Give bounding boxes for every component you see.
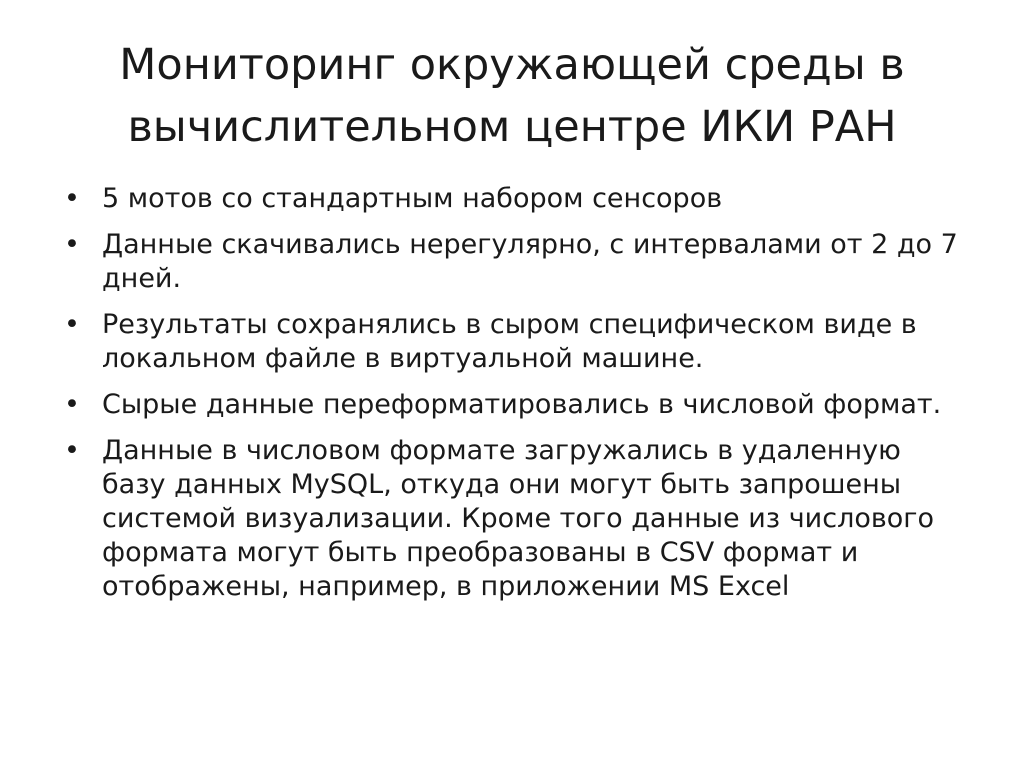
bullet-item [62,434,967,604]
bullet-text: Результаты сохранялись в сыром специфическом виде в локальном файле в виртуальной машине. [102,309,917,374]
bullet-item [62,388,967,422]
bullet-dot-icon: • [64,183,80,214]
bullet-dot-icon: • [64,389,80,420]
bullet-text: Данные скачивались нерегулярно, с интервалами от 2 до 7 дней. [102,229,958,294]
bullet-dot-icon: • [64,435,80,466]
bullet-text: Сырые данные переформатировались в числовой формат. [102,389,942,420]
bullet-dot-icon: • [64,309,80,340]
bullet-item [62,182,967,216]
bullet-text: Данные в числовом формате загружались в удаленную базу данных MySQL, откуда они могут быть запрошены системой визуализации. Кроме того данные из числового формата могут быть преобразованы в CSV формат и отображены, например, в приложении MS Excel [102,435,934,602]
bullet-item [62,308,967,376]
slide-title: Мониторинг окружающей среды в вычислительном центре ИКИ РАН [119,40,905,152]
bullet-item [62,228,967,296]
bullet-dot-icon: • [64,229,80,260]
bullet-list [62,182,967,616]
bullet-text: 5 мотов со стандартным набором сенсоров [102,183,723,214]
